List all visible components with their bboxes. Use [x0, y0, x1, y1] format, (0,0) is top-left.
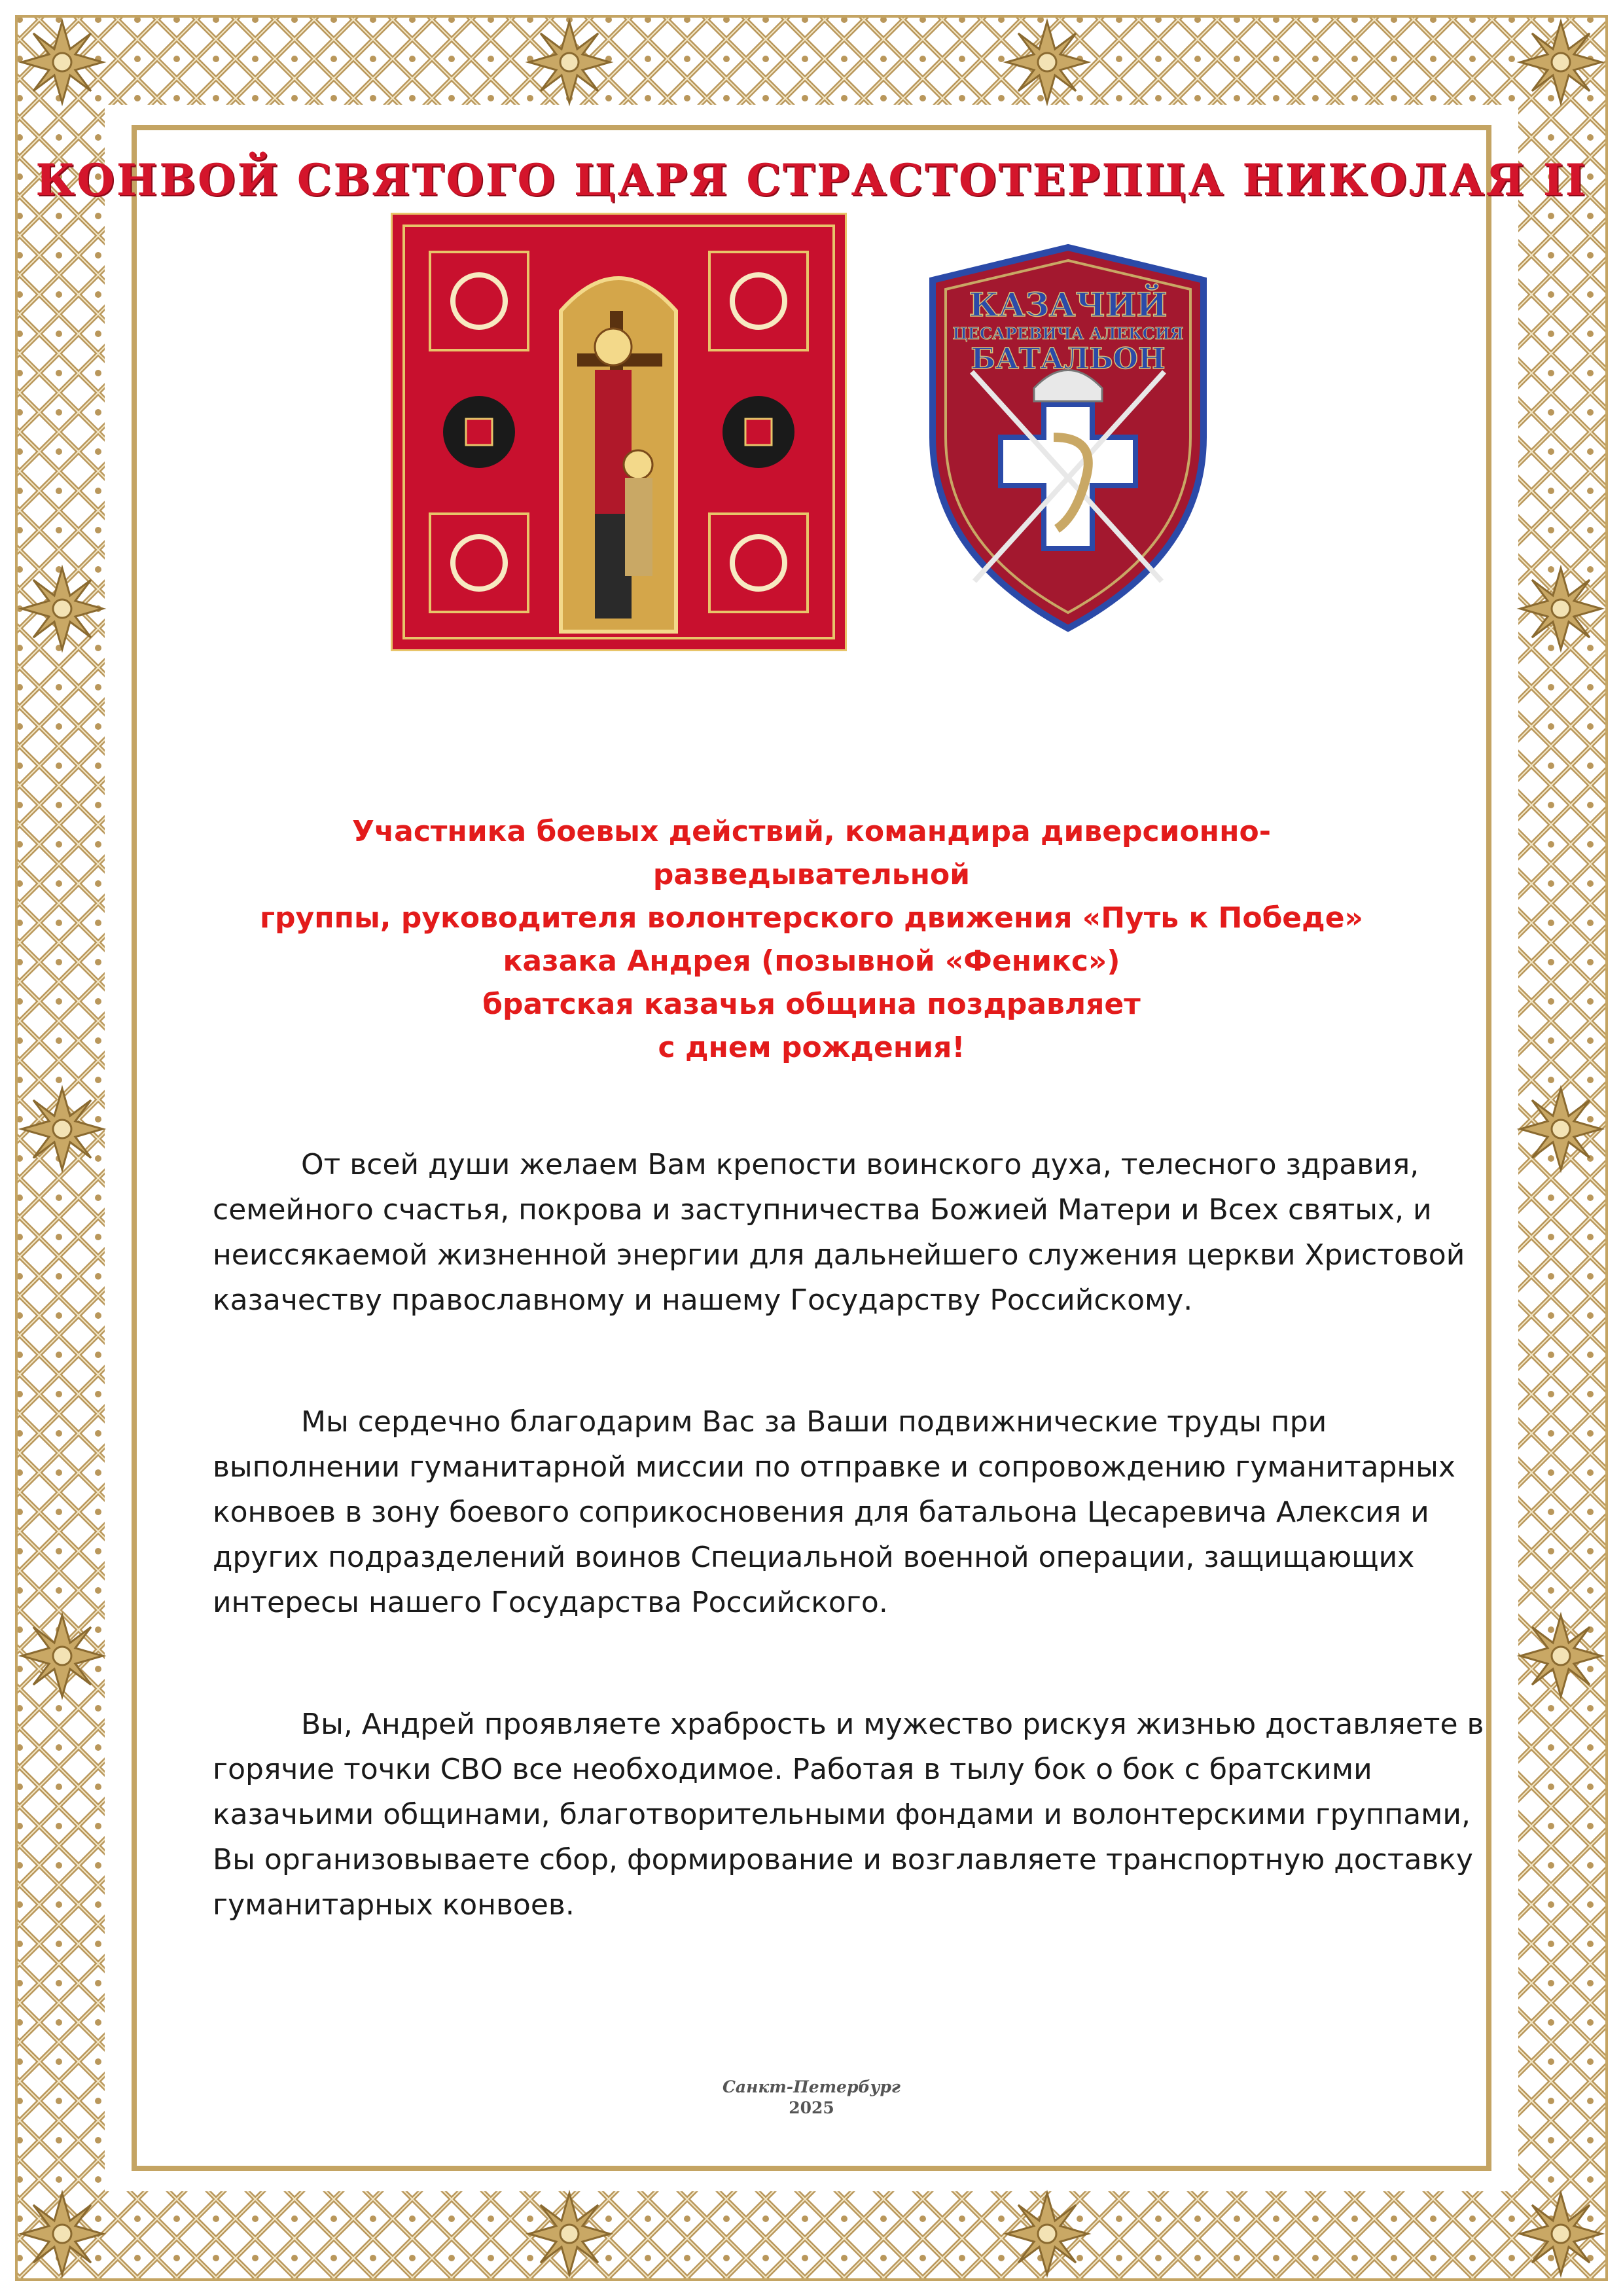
body-paragraph-1: От всей души желаем Вам крепости воинского духа, телесного здравия, семейного счастья, покрова и заступничества Божией Матери и Всех святых, и неиссякаемой жизненной энергии для дальнейшего служения церкви Христовой казачеству православному и нашему Государству Российскому. [213, 1148, 1465, 1317]
badge-line-3: БАТАЛЬОН [971, 342, 1166, 376]
body-paragraph-2: Мы сердечно благодарим Вас за Ваши подвижнические труды при выполнении гуманитарной миссии по отправке и сопровождению гуманитарных конвоев в зону боевого соприкосновения для батальона Цесаревича Алексия и других подразделений воинов Специальной военной операции, защищающих интересы нашего Государства Российского. [213, 1405, 1455, 1619]
greeting-line-4: братская казачья община поздравляет [482, 988, 1141, 1021]
greeting-line-3: казака Андрея (позывной «Феникс») [503, 944, 1120, 978]
greeting-line-2: группы, руководителя волонтерского движения «Путь к Победе» [260, 901, 1363, 935]
greeting-line-5: с днем рождения! [658, 1031, 965, 1064]
badge-line-1: КАЗАЧИЙ [969, 285, 1168, 324]
battalion-badge-image [926, 241, 1210, 635]
footer-year: 2025 [789, 2098, 834, 2117]
icon-banner-image [391, 213, 847, 651]
greeting-block [196, 810, 1427, 1069]
document-title: КОНВОЙ СВЯТОГО ЦАРЯ СТРАСТОТЕРПЦА НИКОЛАЯ II [35, 154, 1588, 206]
badge-line-2: ЦЕСАРЕВИЧА АЛЕКСИЯ [952, 324, 1184, 343]
footer-city: Санкт-Петербург [722, 2077, 901, 2096]
body-paragraph-3: Вы, Андрей проявляете храбрость и мужество рискуя жизнью доставляете в горячие точки СВО все необходимое. Работая в тылу бок о бок с братскими казачьими общинами, благотворительными фондами и волонтерскими группами, Вы организовываете сбор, формирование и возглавляете транспортную доставку гуманитарных конвоев. [213, 1708, 1484, 1922]
greeting-line-1: Участника боевых действий, командира диверсионно-разведывательной [352, 815, 1271, 891]
